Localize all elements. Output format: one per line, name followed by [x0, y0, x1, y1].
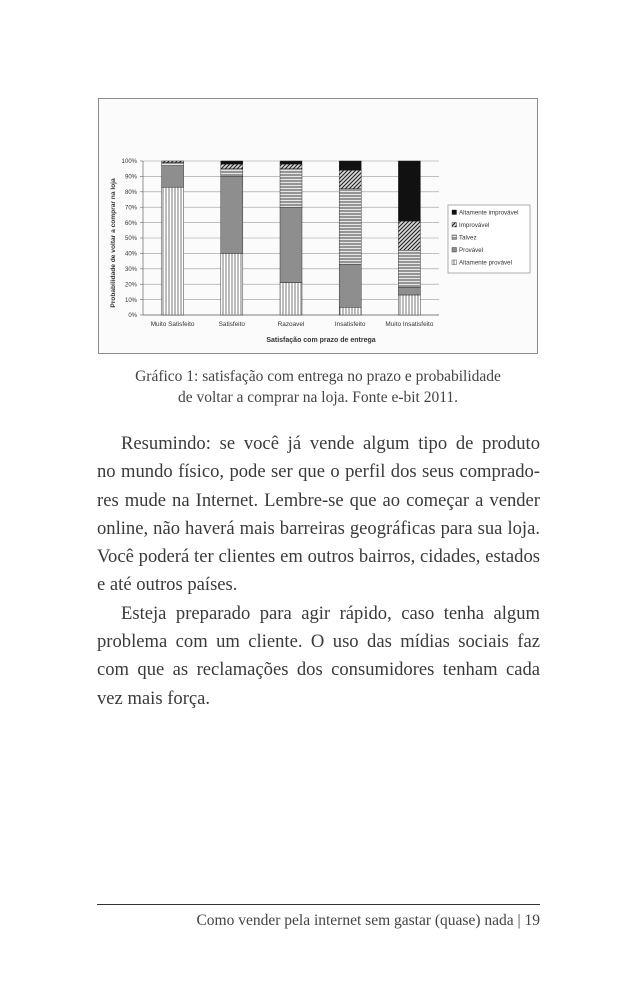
bar-segment: [339, 307, 361, 315]
bar-segment: [339, 161, 361, 170]
y-tick-label: 40%: [124, 251, 137, 258]
bar-segment: [162, 161, 184, 163]
bar-segment: [280, 161, 302, 164]
y-tick-label: 30%: [124, 267, 137, 273]
legend-label: Provável: [459, 247, 484, 254]
legend-label: Altamente provável: [459, 259, 512, 267]
paragraph-line: Resumindo: se você já vende algum tipo de produto: [121, 433, 540, 454]
y-tick-label: 50%: [124, 236, 137, 243]
bar-segment: [162, 163, 184, 166]
running-title: Como vender pela internet sem gastar (quase) nada: [196, 912, 514, 929]
y-tick-label: 60%: [124, 220, 137, 227]
legend-label: Improvável: [459, 222, 490, 229]
caption-line-1: Gráfico 1: satisfação com entrega no prazo e probabilidade: [135, 368, 501, 385]
y-tick-label: 70%: [124, 205, 137, 212]
legend-swatch: [452, 210, 457, 215]
figure-caption: [98, 366, 538, 408]
paragraph-line: problema com um cliente. O uso das mídias sociais faz: [97, 631, 540, 653]
page-footer: [97, 912, 540, 930]
bar-segment: [280, 207, 302, 282]
stacked-bar-chart: [99, 99, 539, 355]
paragraph-line: vez mais força.: [97, 687, 211, 709]
x-tick-label: Muito Satisfeito: [150, 321, 195, 328]
x-tick-label: Insatisfeito: [334, 321, 366, 328]
y-tick-label: 10%: [124, 297, 137, 304]
bar-segment: [221, 253, 243, 315]
bar-segment: [398, 221, 420, 250]
bar-segment: [162, 166, 184, 188]
bar-segment: [339, 264, 361, 307]
legend-swatch: [452, 248, 457, 253]
y-tick-label: 20%: [124, 282, 137, 289]
paragraph-line: Esteja preparado para agir rápido, caso tenha algum: [121, 602, 540, 624]
caption-line-2: de voltar a comprar na loja. Fonte e-bit 2011.: [177, 389, 459, 406]
y-axis-label: Probabilidade de voltar a comprar na loja: [110, 178, 117, 308]
paragraph-line: com que as reclamações dos consumidores tenham cada: [97, 659, 540, 681]
bar-segment: [280, 169, 302, 208]
bar-segment: [339, 189, 361, 264]
legend-swatch: [452, 260, 457, 265]
bar-segment: [221, 161, 243, 164]
bar-segment: [280, 283, 302, 315]
bar-segment: [162, 187, 184, 315]
paragraph-line: Você poderá ter clientes em outros bairros, cidades, estados: [97, 546, 540, 568]
y-tick-label: 90%: [124, 174, 137, 181]
bar-segment: [221, 164, 243, 169]
paragraph-line: e até outros países.: [97, 574, 238, 596]
bar-segment: [398, 161, 420, 221]
legend-swatch: [452, 223, 457, 228]
legend-label: Altamente improvável: [459, 209, 519, 217]
x-tick-label: Razoavel: [277, 321, 305, 328]
bar-segment: [221, 176, 243, 253]
x-tick-label: Satisfeito: [218, 321, 245, 328]
y-tick-label: 0%: [128, 313, 137, 320]
paragraph-line: no mundo físico, pode ser que o perfil dos seus comprado-: [97, 461, 540, 483]
body-text: [97, 430, 540, 713]
bar-segment: [221, 169, 243, 177]
paragraph-line: online, não haverá mais barreiras geográficas para sua loja.: [97, 517, 540, 539]
legend-swatch: [452, 235, 457, 240]
bar-segment: [398, 295, 420, 315]
x-tick-label: Muito Insatisfeito: [385, 321, 434, 328]
y-tick-label: 80%: [124, 190, 137, 196]
footer-separator: |: [517, 912, 521, 929]
legend-label: Talvez: [459, 234, 477, 242]
bar-segment: [339, 170, 361, 188]
bar-segment: [398, 250, 420, 287]
y-tick-label: 100%: [121, 159, 137, 166]
page-number: 19: [524, 912, 540, 929]
paragraph-line: res mude na Internet. Lembre-se que ao começar a vender: [97, 489, 540, 511]
bar-segment: [280, 164, 302, 169]
bar-segment: [398, 287, 420, 295]
x-axis-label: Satisfação com prazo de entrega: [266, 337, 376, 344]
chart-figure: [98, 98, 538, 354]
footer-rule: [97, 904, 540, 905]
